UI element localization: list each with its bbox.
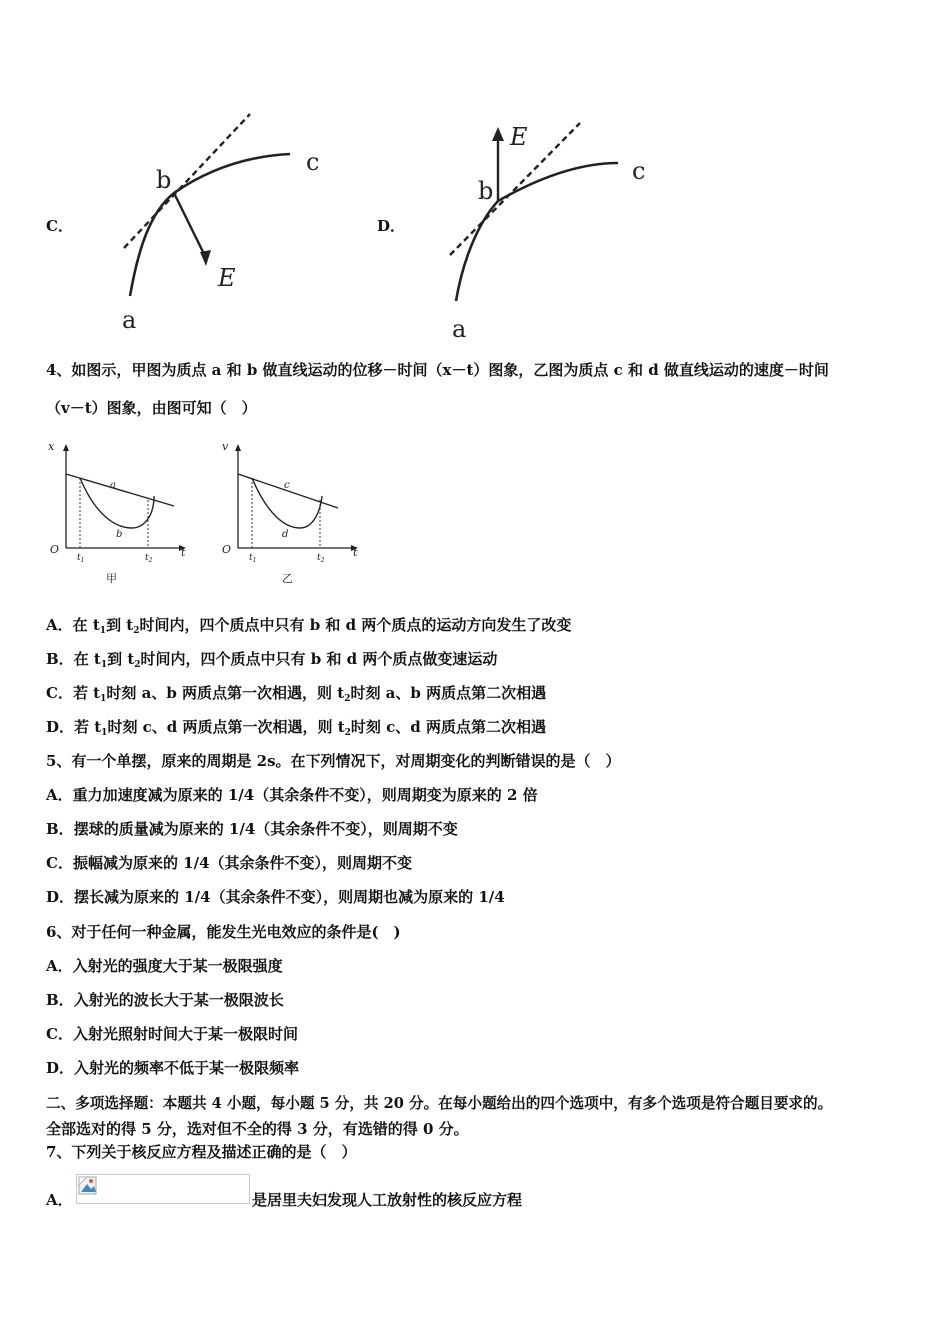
q7-option-a-label[interactable]: A． [46,1191,73,1209]
arrow-head-icon [200,250,211,266]
tangent-dashed-line [124,114,250,248]
curve-abc [130,154,290,296]
curve-d-label: d [282,529,289,540]
q5-option-b[interactable]: B．摆球的质量减为原来的 1/4（其余条件不变），则周期不变 [46,820,458,838]
point-b-label: b [478,177,494,205]
section2-heading-line2: 全部选对的得 5 分，选对但不全的得 3 分，有选错的得 0 分。 [46,1120,469,1138]
x-axis-label: t [181,546,186,559]
q4-stem-line1: 4、如图示，甲图为质点 a 和 b 做直线运动的位移－时间（x－t）图象，乙图为质点 c 和 d 做直线运动的速度－时间 [46,361,829,379]
q4-option-a[interactable]: A．在 $t_1$到 $t_2$时间内，四个质点中只有 b 和 d 两个质点的运动方向发生了改变 [46,616,572,636]
graph-caption: 乙 [282,572,293,585]
point-c-label: c [306,148,320,176]
q5-stem: 5、有一个单摆，原来的周期是 2s。在下列情况下，对周期变化的判断错误的是（ ） [46,752,621,770]
line-c-label: c [284,480,290,491]
q7-stem: 7、下列关于核反应方程及描述正确的是（ ） [46,1143,357,1161]
field-e-label: E [510,123,528,151]
q4-option-d[interactable]: D．若 $t_1$时刻 c、d 两质点第一次相遇，则 $t_2$时刻 c、d 两质点第二次相遇 [46,718,546,738]
section2-heading-line1: 二、多项选择题：本题共 4 小题，每小题 5 分，共 20 分。在每小题给出的四个选项中，有多个选项是符合题目要求的。 [46,1095,833,1112]
curve-b [80,478,154,528]
origin-label: O [222,543,232,556]
q4-option-b[interactable]: B．在 $t_1$到 $t_2$时间内，四个质点中只有 b 和 d 两个质点做变速运动 [46,650,498,670]
option-c-label: C． [46,217,73,235]
image-placeholder-icon [78,1176,98,1196]
q6-option-b[interactable]: B．入射光的波长大于某一极限波长 [46,991,284,1009]
graph-yi-v-t [216,436,366,588]
field-e-label: E [218,264,236,292]
q4-stem-line2: （v－t）图象，由图可知（ ） [46,399,257,417]
broken-image-icon [76,1174,250,1204]
q6-stem: 6、对于任何一种金属，能发生光电效应的条件是( ) [46,923,401,941]
option-d-label: D． [377,217,406,235]
point-c-label: c [632,157,646,185]
q5-option-d[interactable]: D．摆长减为原来的 1/4（其余条件不变），则周期也减为原来的 1/4 [46,888,505,906]
field-vector-e [174,193,206,258]
point-b-label: b [156,166,172,194]
t2-label: $t_2$ [317,553,325,564]
axis-arrow-icon [235,444,241,451]
q6-option-d[interactable]: D．入射光的频率不低于某一极限频率 [46,1059,300,1077]
x-axis-label: t [353,546,358,559]
q7-option-a-text: 是居里夫妇发现人工放射性的核反应方程 [252,1191,523,1209]
point-a-label: a [452,315,467,343]
origin-label: O [50,543,60,556]
curve-b-label: b [116,529,123,540]
line-a [66,474,174,506]
figure-option-d [440,115,680,345]
point-a-label: a [122,306,137,334]
axis-arrow-icon [63,444,69,451]
q5-option-a[interactable]: A．重力加速度减为原来的 1/4（其余条件不变），则周期变为原来的 2 倍 [46,786,538,804]
line-a-label: a [110,480,116,491]
q6-option-c[interactable]: C．入射光照射时间大于某一极限时间 [46,1025,298,1043]
y-axis-label: x [48,440,55,453]
t1-label: $t_1$ [77,553,85,564]
t1-label: $t_1$ [249,553,257,564]
q5-option-c[interactable]: C．振幅减为原来的 1/4（其余条件不变），则周期不变 [46,854,413,872]
arrow-head-icon [492,127,504,141]
t2-label: $t_2$ [145,553,153,564]
q4-option-c[interactable]: C．若 $t_1$时刻 a、b 两质点第一次相遇，则 $t_2$时刻 a、b 两质点第二次相遇 [46,684,547,704]
graph-jia-x-t [44,436,194,588]
y-axis-label: v [222,440,229,453]
graph-caption: 甲 [106,572,117,585]
q6-option-a[interactable]: A．入射光的强度大于某一极限强度 [46,957,283,975]
figure-option-c [110,100,340,340]
